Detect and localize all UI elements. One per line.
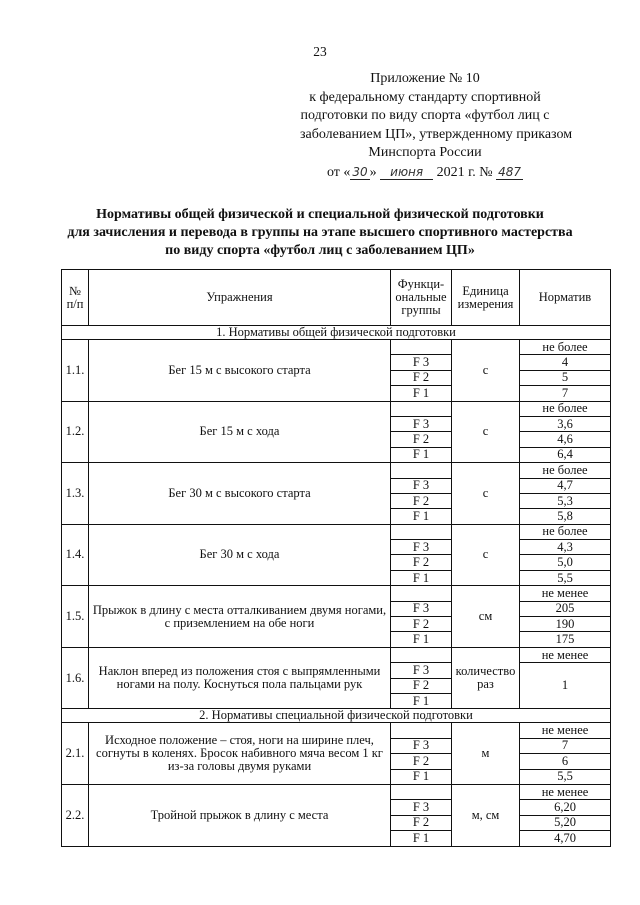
document-title — [60, 206, 580, 260]
functional-group: F 2 — [391, 754, 452, 769]
appendix-title: Приложение № 10 — [370, 71, 480, 86]
norm-value: 4 — [520, 355, 611, 370]
row-number: 1.1. — [62, 340, 89, 402]
norm-value: 5,0 — [520, 555, 611, 570]
groups-blank — [391, 723, 452, 738]
functional-group: F 3 — [391, 663, 452, 678]
table-row — [62, 340, 611, 355]
functional-group: F 3 — [391, 601, 452, 616]
functional-group: F 1 — [391, 632, 452, 647]
handwritten-order-number: 487 — [498, 164, 522, 179]
header-num: № п/п — [62, 270, 89, 326]
row-number: 1.4. — [62, 524, 89, 586]
groups-blank — [391, 784, 452, 799]
unit-cell: количество раз — [452, 647, 520, 709]
functional-group: F 1 — [391, 769, 452, 784]
norm-value: 190 — [520, 617, 611, 632]
norm-value: 4,6 — [520, 432, 611, 447]
unit-cell: м — [452, 723, 520, 785]
norm-value: 4,70 — [520, 831, 611, 846]
functional-group: F 1 — [391, 386, 452, 401]
groups-blank — [391, 647, 452, 662]
date-prefix: от « — [326, 164, 351, 180]
norm-value: 5,5 — [520, 769, 611, 784]
functional-group: F 2 — [391, 555, 452, 570]
table-row — [62, 784, 611, 799]
functional-group: F 1 — [391, 570, 452, 585]
norm-value: 175 — [520, 632, 611, 647]
appendix-line: Минспорта России — [368, 145, 482, 160]
table-row — [62, 524, 611, 539]
norm-value: 5,8 — [520, 509, 611, 524]
unit-cell: с — [452, 463, 520, 525]
appendix-line: подготовки по виду спорта «футбол лиц с — [300, 108, 550, 123]
header-norm: Норматив — [520, 270, 611, 326]
norm-value: 4,7 — [520, 478, 611, 493]
unit-cell: с — [452, 524, 520, 586]
section-title: 2. Нормативы специальной физической подготовки — [62, 709, 611, 723]
table-row — [62, 401, 611, 416]
norm-condition: не менее — [520, 723, 611, 738]
norm-value: 1 — [520, 663, 611, 709]
norms-table — [61, 269, 611, 847]
functional-group: F 3 — [391, 800, 452, 815]
norm-condition: не более — [520, 401, 611, 416]
row-number: 1.6. — [62, 647, 89, 709]
functional-group: F 3 — [391, 478, 452, 493]
exercise-name: Бег 30 м с высокого старта — [89, 463, 391, 525]
functional-group: F 2 — [391, 493, 452, 508]
functional-group: F 3 — [391, 416, 452, 431]
appendix-line: заболеванием ЦП», утвержденному приказом — [300, 126, 573, 142]
norm-value: 5,3 — [520, 493, 611, 508]
norm-condition: не более — [520, 340, 611, 355]
title-line: для зачисления и перевода в группы на этапе высшего спортивного мастерства — [67, 225, 573, 240]
groups-blank — [391, 586, 452, 601]
exercise-name: Бег 15 м с высокого старта — [89, 340, 391, 402]
norm-value: 6,20 — [520, 800, 611, 815]
exercise-name: Исходное положение – стоя, ноги на ширине плеч, согнуты в коленях. Бросок набивного мяча весом 1 кг из-за головы двумя руками — [89, 723, 391, 785]
functional-group: F 1 — [391, 693, 452, 708]
functional-group: F 3 — [391, 738, 452, 753]
unit-cell: м, см — [452, 784, 520, 846]
exercise-name: Бег 30 м с хода — [89, 524, 391, 586]
table-row — [62, 463, 611, 478]
exercise-name: Бег 15 м с хода — [89, 401, 391, 463]
functional-group: F 1 — [391, 831, 452, 846]
row-number: 1.3. — [62, 463, 89, 525]
norm-value: 6,4 — [520, 447, 611, 462]
groups-blank — [391, 463, 452, 478]
norm-value: 4,3 — [520, 540, 611, 555]
unit-cell: с — [452, 401, 520, 463]
section-title: 1. Нормативы общей физической подготовки — [62, 326, 611, 340]
norm-condition: не более — [520, 463, 611, 478]
section-header-2 — [62, 709, 611, 723]
row-number: 1.5. — [62, 586, 89, 648]
functional-group: F 3 — [391, 355, 452, 370]
title-line: Нормативы общей физической и специальной физической подготовки — [96, 207, 544, 222]
exercise-name: Прыжок в длину с места отталкиванием двумя ногами, с приземлением на обе ноги — [89, 586, 391, 648]
functional-group: F 2 — [391, 617, 452, 632]
groups-blank — [391, 340, 452, 355]
norm-value: 3,6 — [520, 416, 611, 431]
table-row — [62, 586, 611, 601]
table-body — [62, 326, 611, 847]
functional-group: F 1 — [391, 509, 452, 524]
norm-value: 5,20 — [520, 815, 611, 830]
appendix-block — [300, 70, 573, 182]
norm-value: 6 — [520, 754, 611, 769]
unit-cell: см — [452, 586, 520, 648]
handwritten-day: 30 — [352, 164, 368, 179]
header-groups: Функци-ональные группы — [391, 270, 452, 326]
groups-blank — [391, 524, 452, 539]
functional-group: F 2 — [391, 370, 452, 385]
norm-value: 7 — [520, 738, 611, 753]
date-year: 2021 г. № — [436, 164, 493, 180]
functional-group: F 2 — [391, 815, 452, 830]
norm-value: 7 — [520, 386, 611, 401]
table-header-row — [62, 270, 611, 326]
functional-group: F 1 — [391, 447, 452, 462]
functional-group: F 3 — [391, 540, 452, 555]
norm-condition: не менее — [520, 784, 611, 799]
norm-value: 5 — [520, 370, 611, 385]
exercise-name: Тройной прыжок в длину с места — [89, 784, 391, 846]
handwritten-month: июня — [380, 165, 433, 180]
norm-condition: не более — [520, 524, 611, 539]
header-unit: Единица измерения — [452, 270, 520, 326]
date-mid: » — [369, 164, 377, 180]
page-number: 23 — [313, 44, 327, 59]
section-header-1 — [62, 326, 611, 340]
table-row — [62, 723, 611, 738]
functional-group: F 2 — [391, 678, 452, 693]
norm-value: 5,5 — [520, 570, 611, 585]
appendix-line: к федеральному стандарту спортивной — [309, 89, 541, 105]
header-exercise: Упражнения — [89, 270, 391, 326]
row-number: 1.2. — [62, 401, 89, 463]
row-number: 2.1. — [62, 723, 89, 785]
functional-group: F 2 — [391, 432, 452, 447]
unit-cell: с — [452, 340, 520, 402]
table-row — [62, 647, 611, 662]
norm-condition: не менее — [520, 647, 611, 662]
groups-blank — [391, 401, 452, 416]
order-date-line — [300, 163, 550, 183]
norm-condition: не менее — [520, 586, 611, 601]
title-line: по виду спорта «футбол лиц с заболеванием ЦП» — [165, 243, 475, 258]
row-number: 2.2. — [62, 784, 89, 846]
norm-value: 205 — [520, 601, 611, 616]
exercise-name: Наклон вперед из положения стоя с выпрямленными ногами на полу. Коснуться пола пальцами рук — [89, 647, 391, 709]
